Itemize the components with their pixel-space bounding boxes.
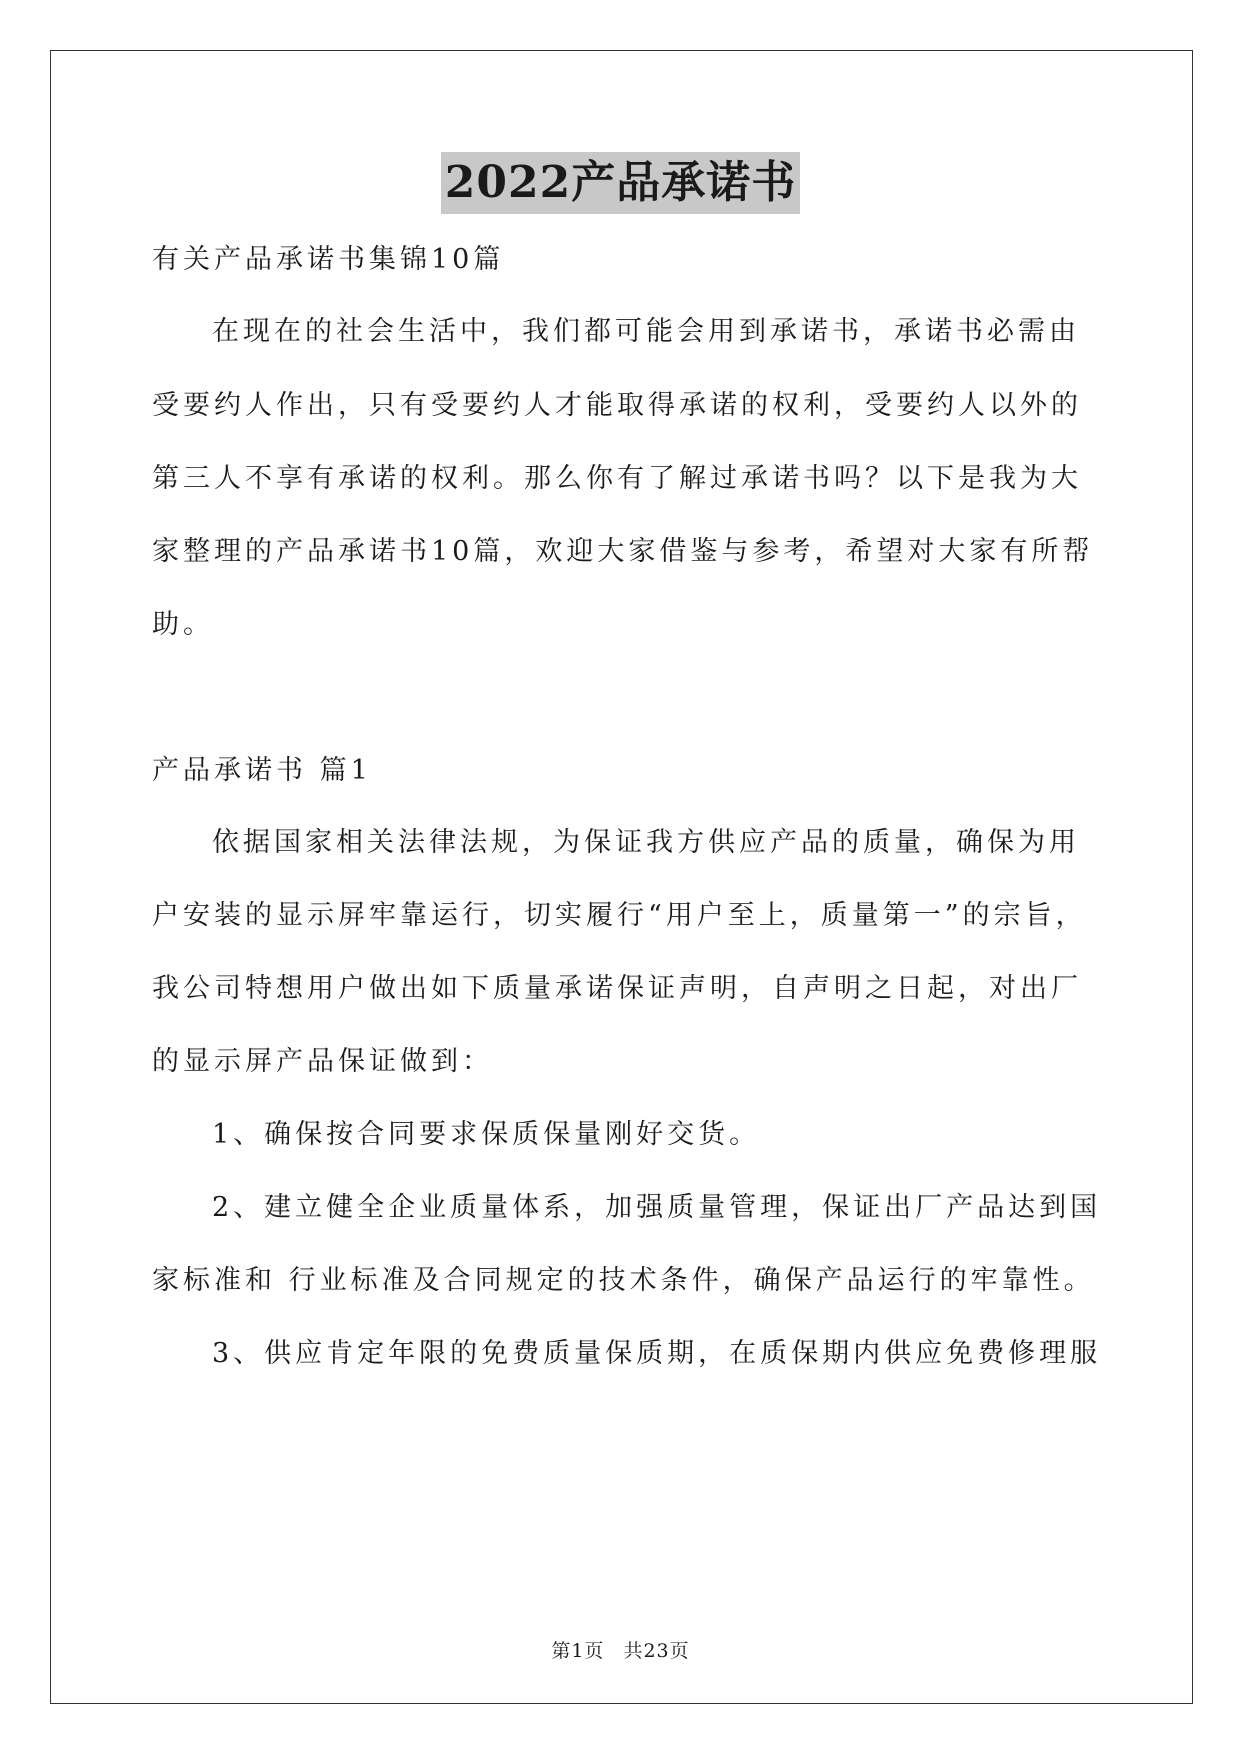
intro-line: 在现在的社会生活中，我们都可能会用到承诺书，承诺书必需由 bbox=[212, 316, 1080, 347]
intro-line: 第三人不享有承诺的权利。那么你有了解过承诺书吗？以下是我为大 bbox=[152, 463, 1082, 494]
page-footer bbox=[0, 1636, 1241, 1663]
paragraph-line: 我公司特想用户做出如下质量承诺保证声明，自声明之日起，对出厂 bbox=[152, 973, 1082, 1004]
list-item-1: 1、确保按合同要求保质保量刚好交货。 bbox=[212, 1119, 761, 1150]
list-item-2-continued: 家标准和 行业标准及合同规定的技术条件，确保产品运行的牢靠性。 bbox=[152, 1265, 1095, 1296]
document-title: 2022产品承诺书 bbox=[441, 152, 800, 214]
section-heading: 产品承诺书 篇1 bbox=[152, 755, 372, 786]
page-border bbox=[50, 50, 1193, 1704]
paragraph-line: 依据国家相关法律法规，为保证我方供应产品的质量，确保为用 bbox=[212, 827, 1080, 858]
paragraph-line: 户安装的显示屏牢靠运行，切实履行“用户至上，质量第一”的宗旨， bbox=[152, 900, 1087, 931]
intro-line: 助。 bbox=[152, 609, 214, 640]
list-item-3: 3、供应肯定年限的免费质量保质期，在质保期内供应免费修理服 bbox=[212, 1338, 1102, 1369]
title-container bbox=[0, 152, 1241, 214]
total-pages: 共23页 bbox=[623, 1640, 690, 1662]
page-number: 第1页 bbox=[551, 1640, 605, 1662]
subtitle: 有关产品承诺书集锦10篇 bbox=[152, 244, 505, 275]
intro-line: 家整理的产品承诺书10篇，欢迎大家借鉴与参考，希望对大家有所帮 bbox=[152, 536, 1094, 567]
list-item-2: 2、建立健全企业质量体系，加强质量管理，保证出厂产品达到国 bbox=[212, 1192, 1102, 1223]
intro-line: 受要约人作出，只有受要约人才能取得承诺的权利，受要约人以外的 bbox=[152, 390, 1082, 421]
paragraph-line: 的显示屏产品保证做到： bbox=[152, 1046, 493, 1077]
